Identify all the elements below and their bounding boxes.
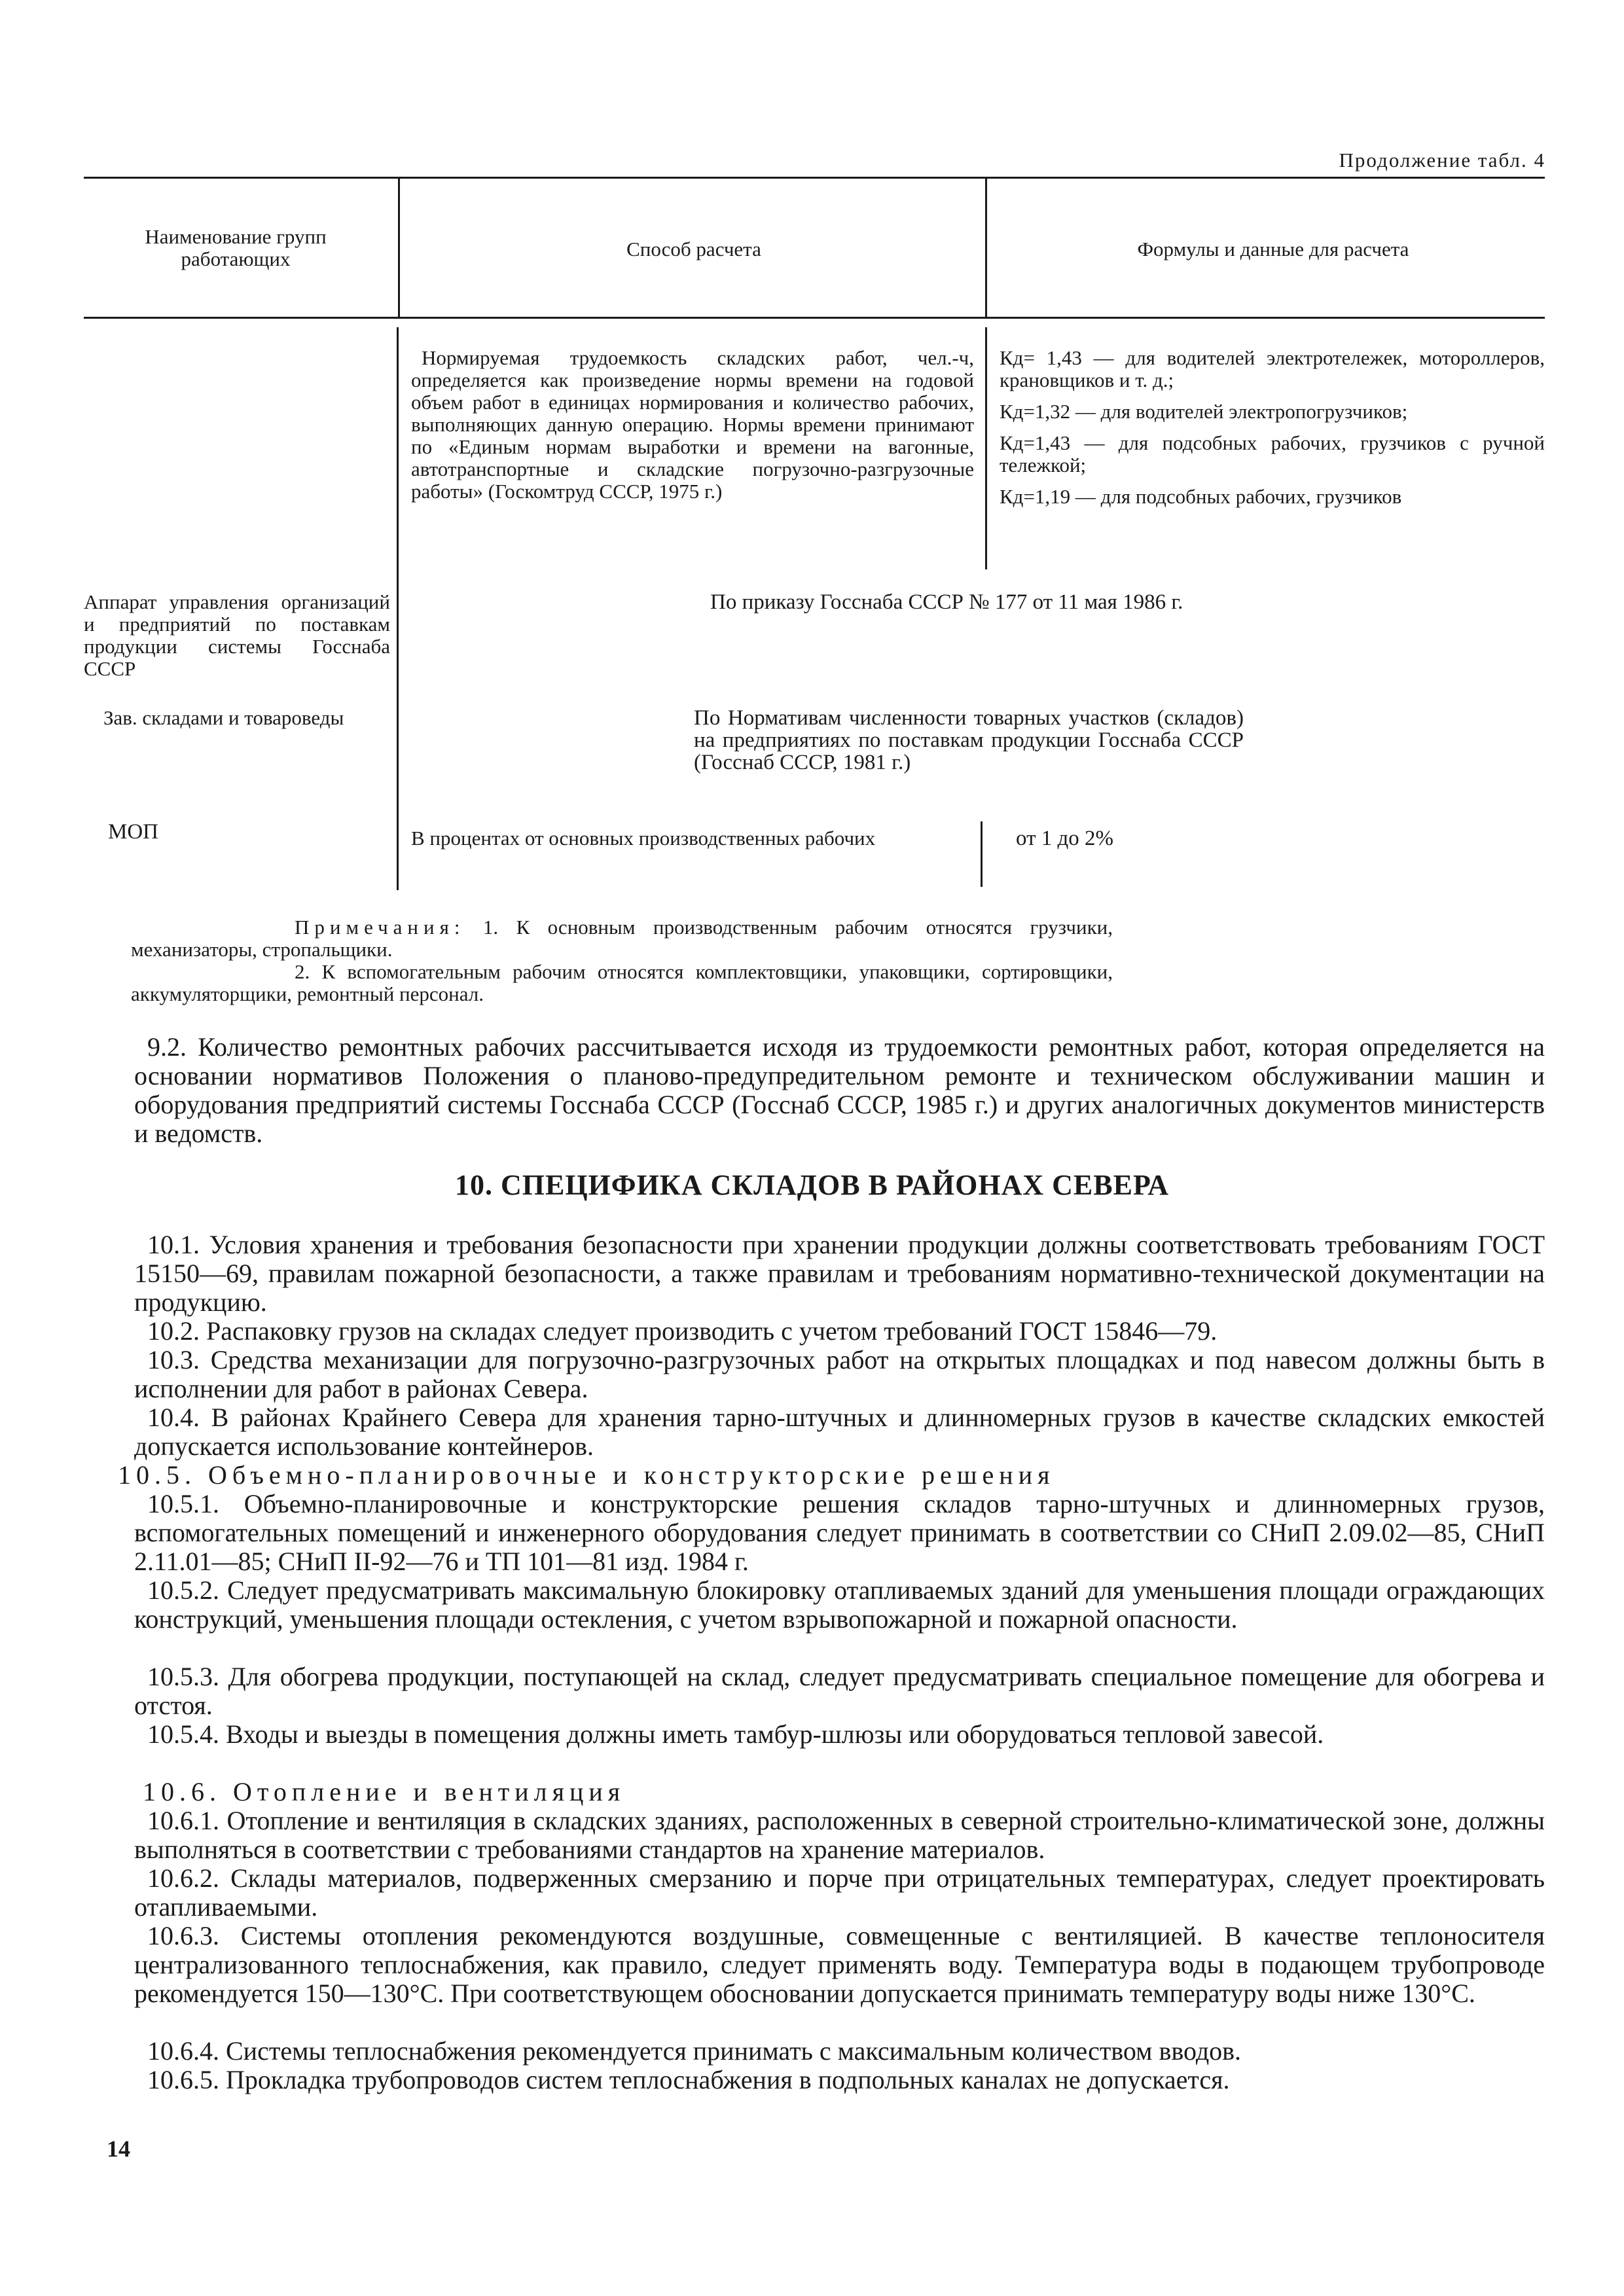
paragraph-10-4: 10.4. В районах Крайнего Севера для хранения тарно-штучных и длинномерных грузов в качестве складских емкостей допускается использование контейнеров. [134,1403,1545,1461]
row3-group: Зав. складами и товароведы [103,706,344,729]
paragraph-10-6-2: 10.6.2. Склады материалов, подверженных смерзанию и порче при отрицательных температурах, следует проектировать отапливаемыми. [134,1863,1545,1922]
row1-method-text: Нормируемая трудоемкость складских работ, чел.-ч, определяется как произведение нормы времени на годовой объем работ в единицах нормирования и количество рабочих, выполняющих данную операцию. Нормы времени принимают по «Единым нормам выработки и времени на вагонные, автотранспортные и складские погрузочно-разгрузочные работы» (Госкомтруд СССР, 1975 г.) [411,346,974,503]
paragraph-10-5-4: 10.5.4. Входы и выезды в помещения должны иметь тамбур-шлюзы или оборудоваться тепловой завесой. [147,1719,1324,1749]
table-col-divider-2-header [985,178,987,317]
paragraph-10-3: 10.3. Средства механизации для погрузочно-разгрузочных работ на открытых площадках и под навесом должны быть в исполнении для работ в районах Севера. [134,1345,1545,1403]
notes-label: Примечания: [295,916,465,939]
paragraph-10-6-1: 10.6.1. Отопление и вентиляция в складских зданиях, расположенных в северной строительно-климатической зоне, должны выполняться в соответствии с требованиями стандартов на хранение материалов. [134,1806,1545,1864]
row1-formulas [1000,347,1545,508]
paragraph-10-5-2: 10.5.2. Следует предусматривать максимальную блокировку отапливаемых зданий для уменьшения площади ограждающих конструкций, уменьшения площади остекления, с учетом взрывопожарной и пожарной опасности. [134,1575,1545,1634]
paragraph-10-5-1: 10.5.1. Объемно-планировочные и конструкторские решения складов тарно-штучных и длинномерных грузов, вспомогательных помещений и инженерного оборудования следует принимать в соответствии со СНиП 2.09.02—85, СНиП 2.11.01—85; СНиП II-92—76 и ТП 101—81 изд. 1984 г. [134,1489,1545,1576]
note-2: 2. К вспомогательным рабочим относятся комплектовщики, упаковщики, сортировщики, аккумуляторщики, ремонтный персонал. [131,960,1113,1005]
table-top-rule [84,177,1545,179]
header-method: Способ расчета [626,238,761,260]
table-col-divider-2-row4 [981,821,983,887]
row2-method: По приказу Госснаба СССР № 177 от 11 мая 1986 г. [710,590,1183,614]
paragraph-10-6-4: 10.6.4. Системы теплоснабжения рекомендуется принимать с максимальным количеством вводов. [147,2036,1242,2066]
table-notes [131,916,1113,1005]
row3-method: По Нормативам численности товарных участков (складов) на предприятиях по поставкам продукции Госснаба СССР (Госснаб СССР, 1981 г.) [694,706,1244,774]
heading-10-6: 10.6. Отопление и вентиляция [143,1777,626,1806]
table-col-divider-1-body [397,327,399,890]
row4-formula: от 1 до 2% [1016,827,1114,850]
table-continuation-label: Продолжение табл. 4 [1339,149,1545,171]
paragraph-10-2: 10.2. Распаковку грузов на складах следует производить с учетом требований ГОСТ 15846—79. [147,1316,1218,1346]
paragraph-9-2: 9.2. Количество ремонтных рабочих рассчитывается исходя из трудоемкости ремонтных работ, которая определяется на основании нормативов Положения о планово-предупредительном ремонте и техническом обслуживании машин и оборудования предприятий системы Госснаба СССР (Госснаб СССР, 1985 г.) и других аналогичных документов министерств и ведомств. [134,1032,1545,1148]
paragraph-10-6-3: 10.6.3. Системы отопления рекомендуются воздушные, совмещенные с вентиляцией. В качестве теплоносителя централизованного теплоснабжения, как правило, следует применять воду. Температура воды в подающем трубопроводе рекомендуется 150—130°С. При соответствующем обосновании допускается принимать температуру воды ниже 130°С. [134,1921,1545,2008]
row2-group: Аппарат управления организаций и предприятий по поставкам продукции системы Госснаба СССР [84,590,390,680]
header-formulas: Формулы и данные для расчета [1137,238,1409,260]
row4-group: МОП [108,820,159,844]
formula-4: Кд=1,19 — для подсобных рабочих, грузчиков [1000,485,1402,508]
header-group-name: Наименование групп работающих [145,225,327,270]
paragraph-10-1: 10.1. Условия хранения и требования безопасности при хранении продукции должны соответствовать требованиям ГОСТ 15150—69, правилам пожарной безопасности, а также правилам и требованиям нормативно-технической документации на продукцию. [134,1230,1545,1317]
table-header-rule [84,317,1545,319]
heading-10-5: 10.5. Объемно-планировочные и конструкторские решения [118,1460,1055,1490]
row4-method: В процентах от основных производственных рабочих [411,827,876,850]
paragraph-10-6-5: 10.6.5. Прокладка трубопроводов систем теплоснабжения в подпольных каналах не допускается. [147,2065,1230,2094]
note-1: 1. К основным производственным рабочим относятся грузчики, механизаторы, стропальщики. [131,916,1113,961]
formula-1: Кд= 1,43 — для водителей электротележек, мотороллеров, крановщиков и т. д.; [1000,346,1545,391]
section-title: 10. СПЕЦИФИКА СКЛАДОВ В РАЙОНАХ СЕВЕРА [454,1169,1169,1201]
formula-2: Кд=1,32 — для водителей электропогрузчиков; [1000,400,1408,423]
table-col-divider-2-row1 [985,327,987,569]
page-number: 14 [107,2136,130,2162]
formula-3: Кд=1,43 — для подсобных рабочих, грузчиков с ручной тележкой; [1000,431,1545,476]
paragraph-10-5-3: 10.5.3. Для обогрева продукции, поступающей на склад, следует предусматривать специальное помещение для обогрева и отстоя. [134,1662,1545,1720]
table-col-divider-1-header [398,178,400,317]
